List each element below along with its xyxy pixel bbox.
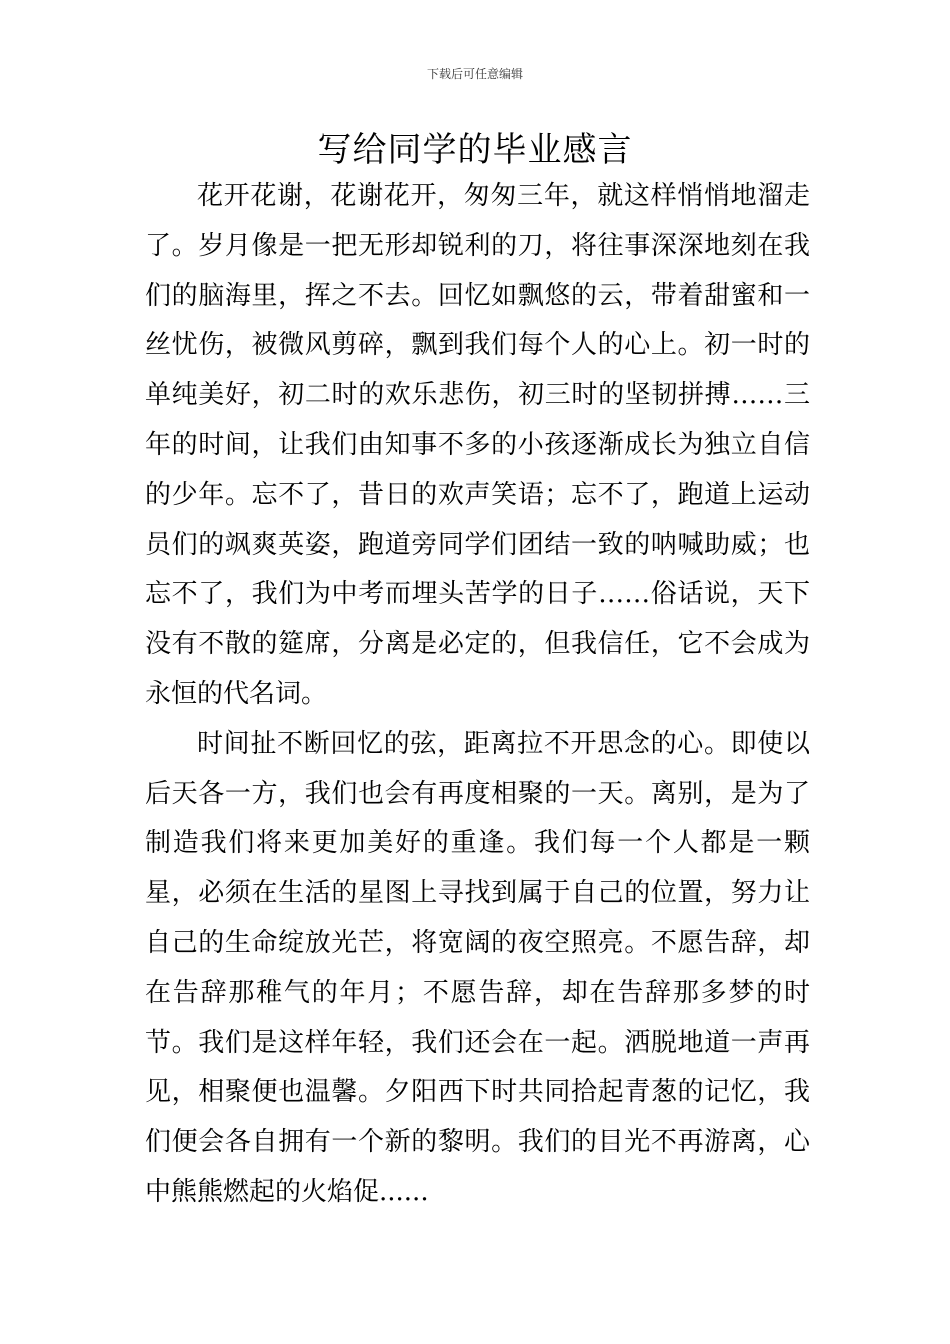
- paragraph-1: 花开花谢，花谢花开，匆匆三年，就这样悄悄地溜走了。岁月像是一把无形却锐利的刀，将往事深深地刻在我们的脑海里，挥之不去。回忆如飘悠的云，带着甜蜜和一丝忧伤，被微风剪碎，飘到我们每个人的心上。初一时的单纯美好，初二时的欢乐悲伤，初三时的坚韧拼搏……三年的时间，让我们由知事不多的小孩逐渐成长为独立自信的少年。忘不了，昔日的欢声笑语；忘不了，跑道上运动员们的飒爽英姿，跑道旁同学们团结一致的呐喊助威；也忘不了，我们为中考而埋头苦学的日子……俗话说，天下没有不散的筵席，分离是必定的，但我信任，它不会成为永恒的代名词。: [145, 181, 810, 709]
- header-note: 下载后可任意编辑: [426, 67, 523, 81]
- document-title: 写给同学的毕业感言: [317, 130, 633, 170]
- paragraph-2: 时间扯不断回忆的弦，距离拉不开思念的心。即使以后天各一方，我们也会有再度相聚的一天。离别，是为了制造我们将来更加美好的重逢。我们每一个人都是一颗星，必须在生活的星图上寻找到属于自己的位置，努力让自己的生命绽放光芒，将宽阔的夜空照亮。不愿告辞，却在告辞那稚气的年月；不愿告辞，却在告辞那多梦的时节。我们是这样年轻，我们还会在一起。洒脱地道一声再见，相聚便也温馨。夕阳西下时共同拾起青葱的记忆，我们便会各自拥有一个新的黎明。我们的目光不再游离，心中熊熊燃起的火焰促......: [145, 728, 810, 1207]
- document-body: [145, 172, 810, 1218]
